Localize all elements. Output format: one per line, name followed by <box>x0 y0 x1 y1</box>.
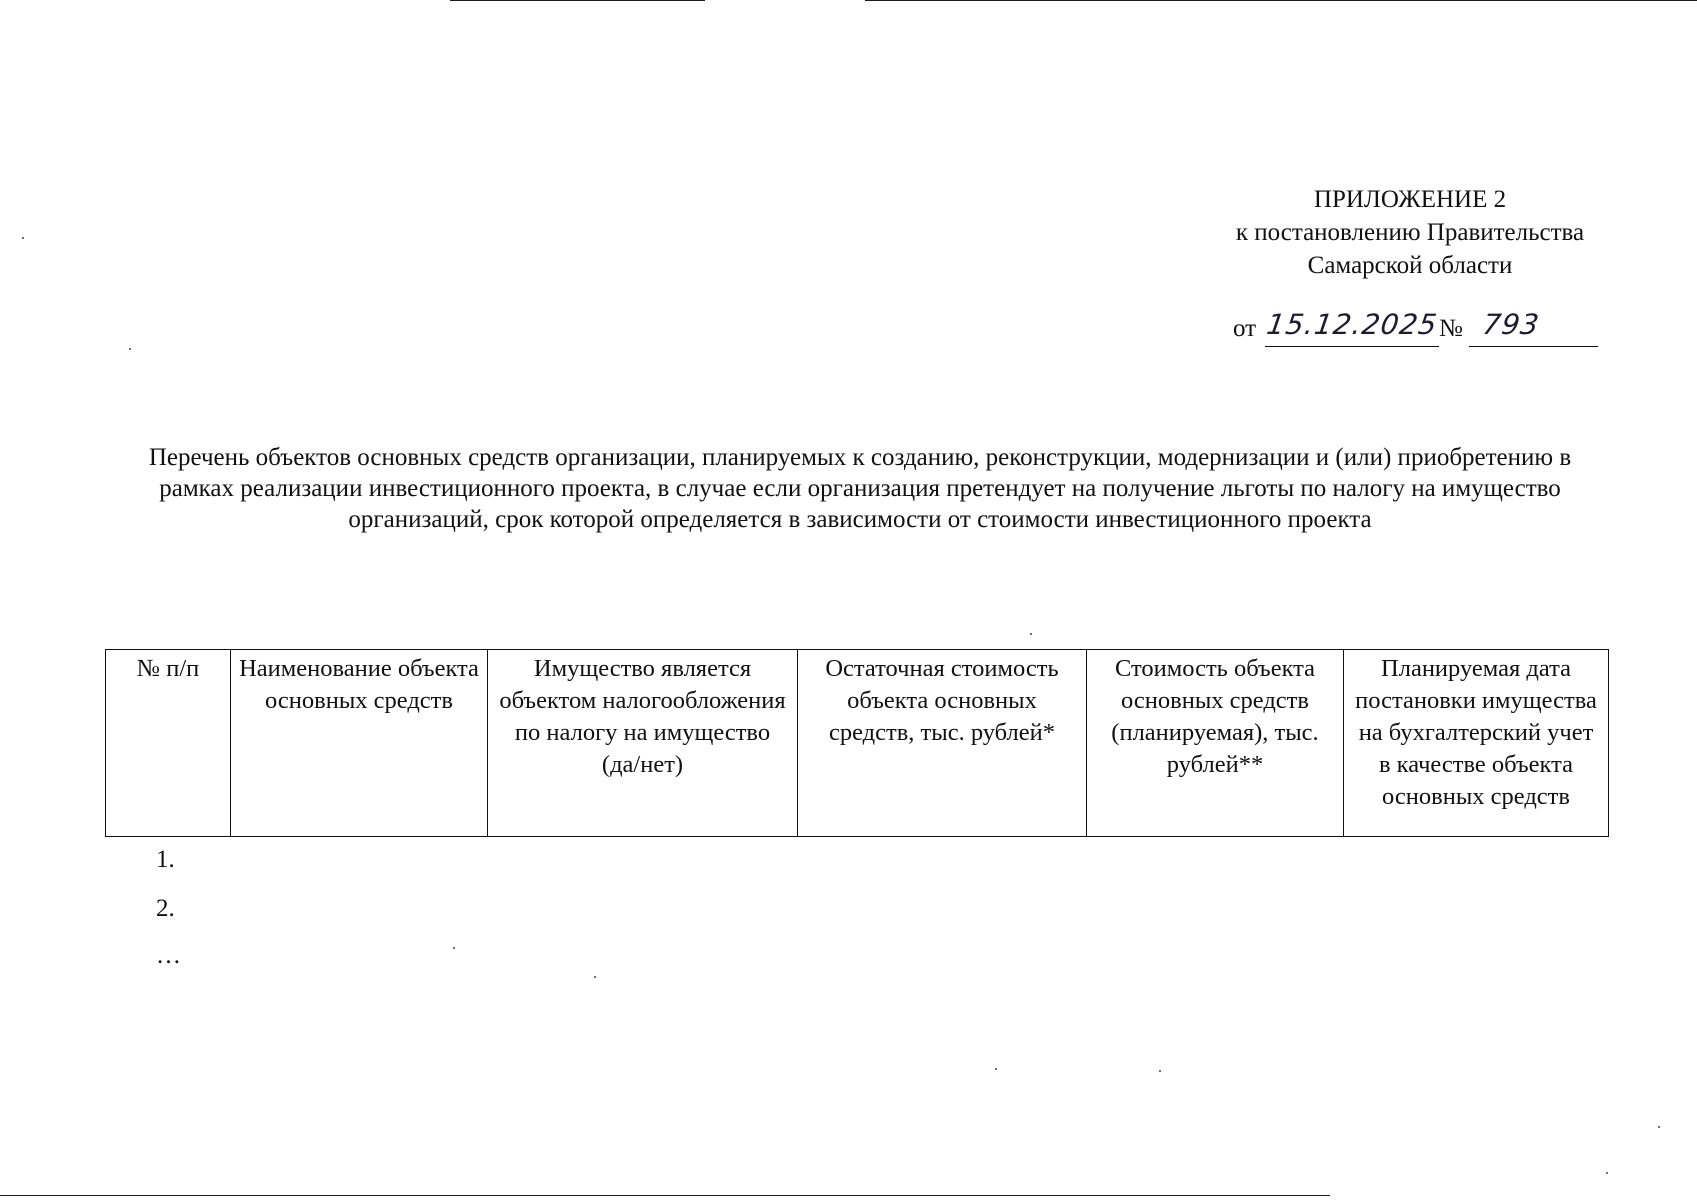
scan-speck <box>453 947 455 949</box>
scan-speck <box>1159 1070 1161 1072</box>
column-header-asset-name: Наименование объекта основных средств <box>231 650 488 837</box>
annex-line-2: Самарской области <box>1307 252 1513 279</box>
number-underline <box>1469 346 1598 347</box>
document-title: Перечень объектов основных средств организации, планируемых к созданию, реконструкции, модернизации и (или) приобретению в рамках реализации инвестиционного проекта, в случае если организация претендует на получение льготы по налогу на имущество организаций, срок которой определяется в зависимости от стоимости инвестиционного проекта <box>148 444 1572 533</box>
date-underline <box>1265 346 1439 347</box>
scan-speck <box>995 1068 997 1070</box>
column-header-residual-value: Остаточная стоимость объекта основных средств, тыс. рублей* <box>798 650 1087 837</box>
scan-speck <box>594 976 596 978</box>
annex-line-1: к постановлению Правительства <box>1235 219 1585 246</box>
scan-edge-top-left <box>450 0 705 1</box>
scan-speck <box>129 348 131 350</box>
scan-edge-bottom <box>0 1195 1330 1196</box>
date-prefix: от <box>1233 315 1257 342</box>
scan-speck <box>1606 1172 1608 1174</box>
handwritten-number: 793 <box>1480 308 1542 341</box>
assets-table <box>105 649 1609 837</box>
scan-speck <box>1658 1126 1660 1128</box>
annex-title: ПРИЛОЖЕНИЕ 2 <box>1313 186 1507 213</box>
scan-speck <box>1030 633 1032 635</box>
table-row: 1. <box>156 846 175 873</box>
table-row: 2. <box>156 895 175 922</box>
number-sign: № <box>1439 315 1463 342</box>
column-header-planned-date: Планируемая дата постановки имущества на бухгалтерский учет в качестве объекта основных средств <box>1344 650 1609 837</box>
column-header-planned-cost: Стоимость объекта основных средств (планируемая), тыс. рублей** <box>1087 650 1344 837</box>
annex-header <box>1180 183 1640 282</box>
table-header-row <box>106 650 1609 837</box>
scan-speck <box>22 237 24 239</box>
column-header-number: № п/п <box>106 650 231 837</box>
column-header-taxable: Имущество является объектом налогообложения по налогу на имущество (да/нет) <box>488 650 798 837</box>
resolution-reference <box>1233 310 1598 350</box>
table-row: … <box>156 942 181 969</box>
scan-edge-top-right <box>865 0 1697 1</box>
handwritten-date: 15.12.2025 <box>1264 308 1440 341</box>
